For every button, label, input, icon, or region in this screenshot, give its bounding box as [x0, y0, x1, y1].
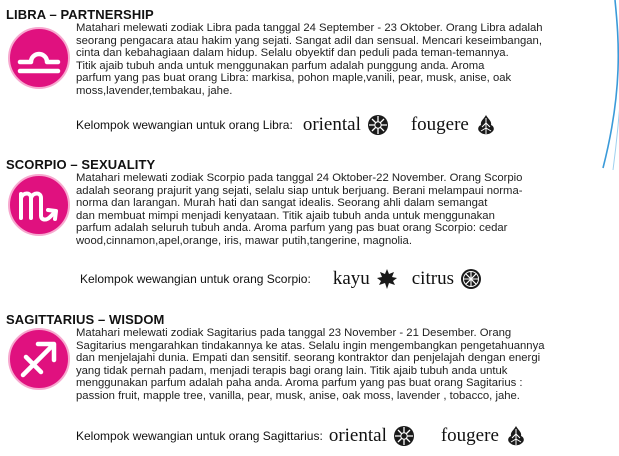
fragrance-group-label: Kelompok wewangian untuk orang Scorpio: [80, 272, 311, 286]
body-line: adalah seorang prajurit yang sejati, selalu siap untuk berjuang. Berani melampaui norma- [76, 184, 523, 197]
fragrance-group-label: Kelompok wewangian untuk orang Sagittarius: [76, 429, 323, 443]
body-line: norma dan larangan. Murah hati dan sangat idealis. Seorang ahli dalam semangat [76, 197, 488, 210]
body-line: dan membuat mimpi menjadi kenyataan. Titik ajaib tubuh anda untuk menggunakan [76, 209, 495, 222]
body-line: menggunakan parfum adalah paha anda. Aroma parfum yang pas buat orang Sagitarius : [76, 377, 523, 390]
fragrance-group [80, 268, 482, 290]
scent-name: fougere [410, 114, 469, 135]
fragrance-group [76, 114, 497, 136]
fougere-icon [505, 425, 527, 447]
libra-icon [6, 25, 72, 91]
body-line: Matahari melewati zodiak Libra pada tanggal 24 September - 23 Oktober. Orang Libra adalah [76, 22, 543, 34]
oriental-icon [367, 114, 389, 136]
section-title: SAGITTARIUS – WISDOM [6, 312, 165, 327]
scent-name: oriental [302, 114, 361, 135]
body-line: passion fruit, mapple tree, vanilla, pear, musk, anise, oak moss, lavender , tobacco, jahe. [76, 389, 520, 402]
body-line: wood,cinnamon,apel,orange, iris, mawar putih,tangerine, magnolia. [76, 234, 412, 247]
section-body [76, 22, 543, 98]
scent-name: citrus [411, 268, 454, 289]
scent-name: fougere [440, 425, 499, 446]
body-line: seorang pengacara atau hakim yang sejati. Sangat adil dan sensual. Mencari keseimbangan, [76, 34, 542, 47]
fragrance-group-label: Kelompok wewangian untuk orang Libra: [76, 118, 293, 132]
body-line: cinta dan kebahagiaan dalam hidup. Selalu obyektif dan peduli pada teman-temannya. [76, 47, 509, 60]
scorpio-icon [6, 172, 72, 238]
body-line: Sagitarius mengarahkan tindakannya ke atas. Selalu ingin mengembangkan pengetahuannya [76, 339, 545, 352]
section-body [76, 327, 545, 403]
body-line: Matahari melewati zodiak Scorpio pada tanggal 24 Oktober-22 November. Orang Scorpio [76, 172, 523, 184]
scent-name: kayu [332, 268, 370, 289]
section-body [76, 172, 523, 248]
section-title: SCORPIO – SEXUALITY [6, 157, 156, 172]
kayu-leaf-icon [376, 268, 398, 290]
body-line: Matahari melewati zodiak Sagitarius pada tanggal 23 November - 21 Desember. Orang [76, 327, 512, 339]
fougere-icon [475, 114, 497, 136]
section-title: LIBRA – PARTNERSHIP [6, 7, 154, 22]
scent-name: oriental [328, 425, 387, 446]
sagittarius-icon [6, 326, 72, 392]
decorative-curve [585, 0, 619, 170]
body-line: dan menjelajahi dunia. Empati dan sensitif. seorang kontraktor dan penjelajah dengan energi [76, 352, 541, 365]
citrus-icon [460, 268, 482, 290]
fragrance-group [76, 425, 527, 447]
body-line: parfum adalah seluruh tubuh anda. Aroma parfum yang pas buat orang Scorpio: cedar [76, 222, 508, 235]
body-line: moss,lavender,tembakau, jahe. [76, 84, 233, 97]
body-line: yang tidak pernah padam, menjadi terapis bagi orang lain. Titik ajaib tubuh anda untuk [76, 364, 508, 377]
body-line: Titik ajaib tubuh anda untuk menggunakan parfum adalah punggung anda. Aroma [76, 59, 485, 72]
oriental-icon [393, 425, 415, 447]
body-line: parfum yang pas buat orang Libra: markisa, pohon maple,vanili, pear, musk, anise, oak [76, 72, 512, 85]
